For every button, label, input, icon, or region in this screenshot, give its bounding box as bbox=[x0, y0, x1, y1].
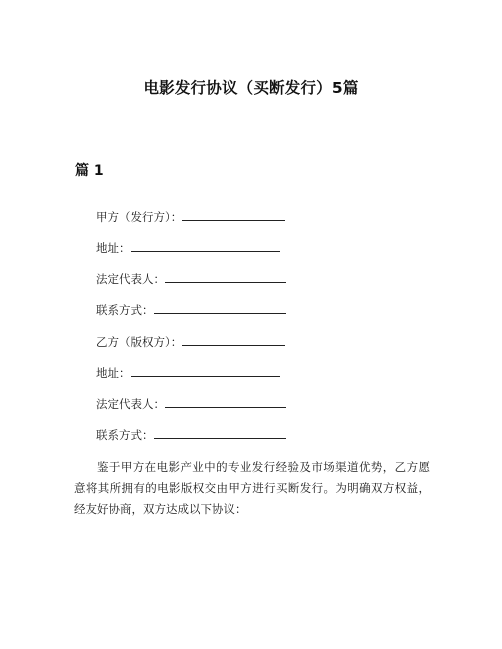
party-a-contact-label: 联系方式： bbox=[96, 303, 154, 317]
party-a-blank-line bbox=[182, 209, 285, 221]
party-a-rep-field bbox=[96, 271, 286, 287]
party-b-rep-field bbox=[96, 396, 286, 412]
party-a-field bbox=[96, 209, 285, 225]
party-a-rep-label: 法定代表人： bbox=[96, 272, 165, 286]
document-title: 电影发行协议（买断发行）5篇 bbox=[143, 79, 359, 97]
party-a-contact-field bbox=[96, 302, 286, 318]
party-a-address-label: 地址： bbox=[96, 241, 131, 255]
party-b-address-blank-line bbox=[131, 365, 280, 377]
party-a-rep-blank-line bbox=[165, 271, 286, 283]
party-b-rep-label: 法定代表人： bbox=[96, 397, 165, 411]
party-b-contact-label: 联系方式： bbox=[96, 428, 154, 442]
party-a-contact-blank-line bbox=[154, 302, 286, 314]
party-b-contact-blank-line bbox=[154, 427, 286, 439]
preamble-paragraph: 鉴于甲方在电影产业中的专业发行经验及市场渠道优势，乙方愿意将其所拥有的电影版权交由甲方进行买断发行。为明确双方权益，经友好协商，双方达成以下协议： bbox=[74, 460, 430, 516]
party-a-address-field bbox=[96, 240, 280, 256]
party-a-address-blank-line bbox=[131, 240, 280, 252]
party-b-rep-blank-line bbox=[165, 396, 286, 408]
party-b-label: 乙方（版权方）： bbox=[96, 335, 183, 349]
section-heading: 篇 1 bbox=[75, 163, 104, 179]
party-b-field bbox=[96, 334, 285, 350]
party-b-contact-field bbox=[96, 427, 286, 443]
party-b-address-label: 地址： bbox=[96, 366, 131, 380]
party-a-label: 甲方（发行方）： bbox=[96, 210, 183, 224]
party-b-address-field bbox=[96, 365, 280, 381]
party-b-blank-line bbox=[182, 334, 285, 346]
